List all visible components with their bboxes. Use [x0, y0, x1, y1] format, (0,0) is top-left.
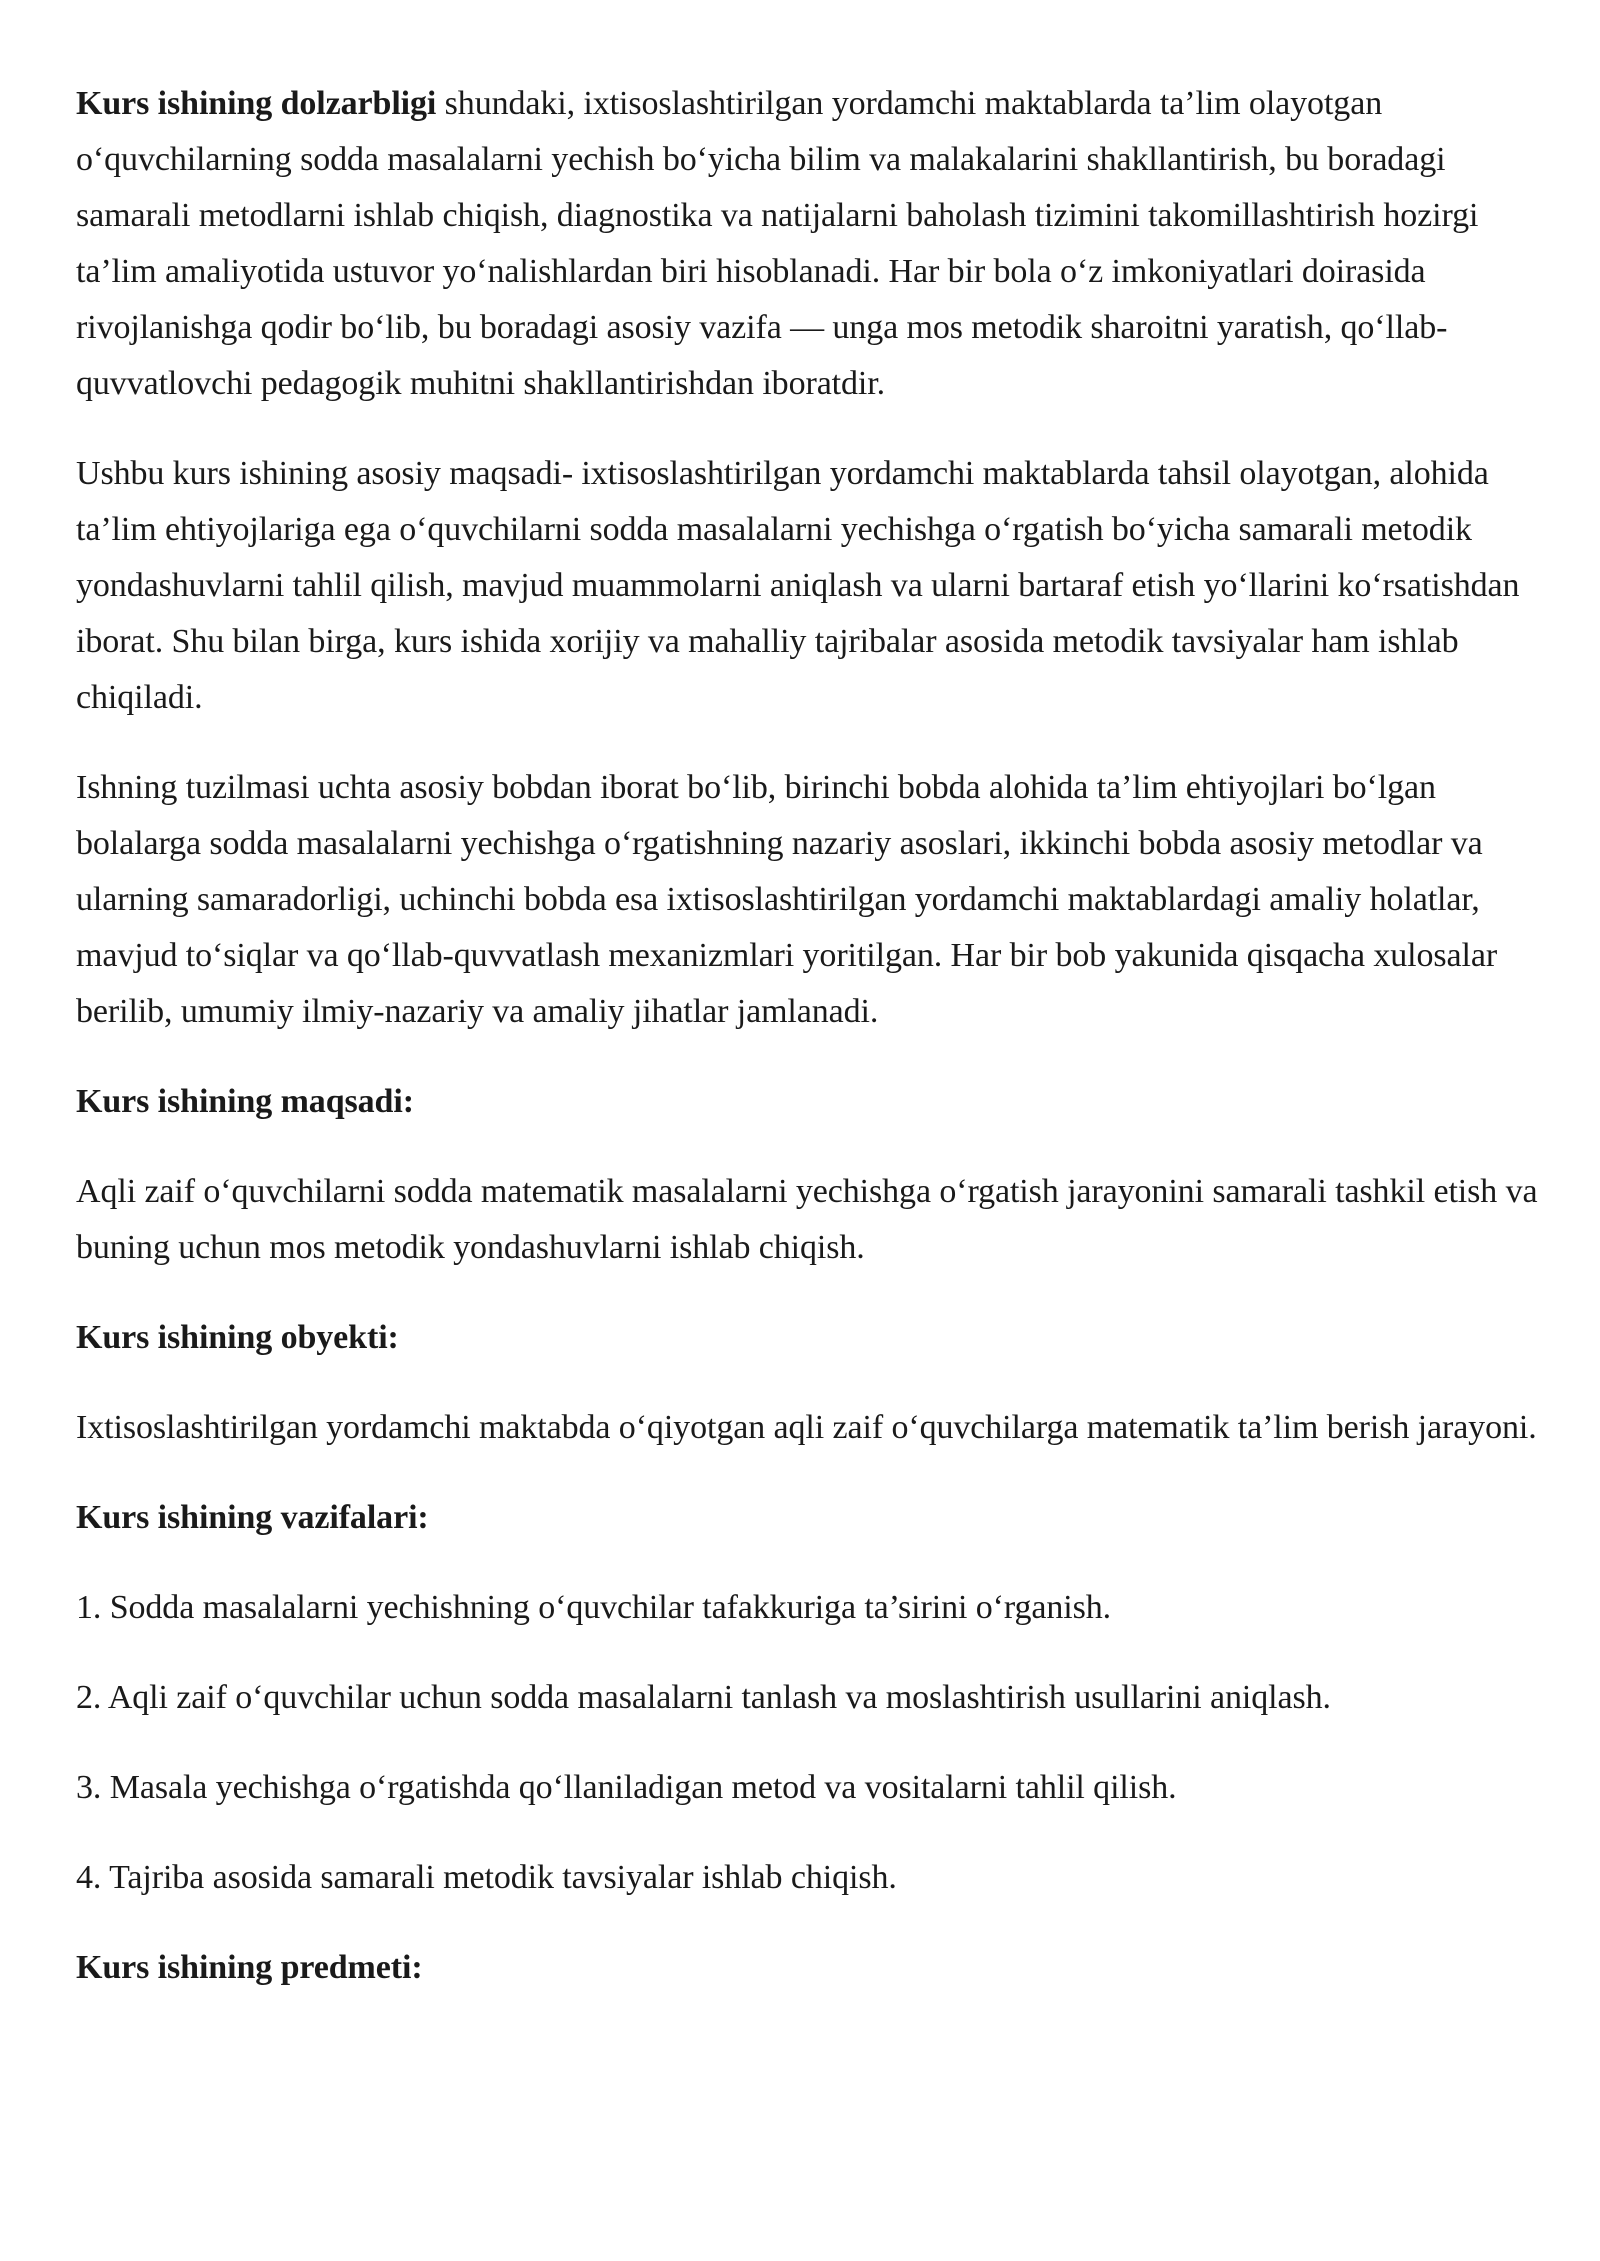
- goal-text: Aqli zaif o‘quvchilarni sodda matematik masalalarni yechishga o‘rgatish jarayonini samarali tashkil etish va buning uchun mos metodik yondashuvlarni ishlab chiqish.: [76, 1173, 1538, 1266]
- intro-paragraph: [76, 76, 1546, 412]
- structure-paragraph: Ishning tuzilmasi uchta asosiy bobdan iborat bo‘lib, birinchi bobda alohida ta’lim ehtiyojlari bo‘lgan bolalarga sodda masalalarni yechishga o‘rgatishning nazariy asoslari, ikkinchi bobda asosiy metodlar va ularning samaradorligi, uchinchi bobda esa ixtisoslashtirilgan yordamchi maktablardagi amaliy holatlar, mavjud to‘siqlar va qo‘llab-quvvatlash mexanizmlari yoritilgan. Har bir bob yakunida qisqacha xulosalar berilib, umumiy ilmiy-nazariy va amaliy jihatlar jamlanadi.: [76, 769, 1498, 1030]
- task-item-1: 1. Sodda masalalarni yechishning o‘quvchilar tafakkuriga ta’sirini o‘rganish.: [76, 1589, 1112, 1626]
- task-item-3: 3. Masala yechishga o‘rgatishda qo‘llaniladigan metod va vositalarni tahlil qilish.: [76, 1769, 1177, 1806]
- document-page: [76, 76, 1546, 2030]
- object-text: Ixtisoslashtirilgan yordamchi maktabda o‘qiyotgan aqli zaif o‘quvchilarga matematik ta’lim berish jarayoni.: [76, 1409, 1537, 1446]
- subject-heading: Kurs ishining predmeti:: [76, 1949, 423, 1986]
- intro-bold-lead: Kurs ishining dolzarbligi: [76, 85, 437, 122]
- intro-text: shundaki, ixtisoslashtirilgan yordamchi maktablarda ta’lim olayotgan o‘quvchilarning sodda masalalarni yechish bo‘yicha bilim va malakalarini shakllantirish, bu boradagi samarali metodlarni ishlab chiqish, diagnostika va natijalarni baholash tizimini takomillashtirish hozirgi ta’lim amaliyotida ustuvor yo‘nalishlardan biri hisoblanadi. Har bir bola o‘z imkoniyatlari doirasida rivojlanishga qodir bo‘lib, bu boradagi asosiy vazifa — unga mos metodik sharoitni yaratish, qo‘llab-quvvatlovchi pedagogik muhitni shakllantirishdan iboratdir.: [76, 85, 1479, 402]
- tasks-heading: Kurs ishining vazifalari:: [76, 1499, 429, 1536]
- main-goal-paragraph: Ushbu kurs ishining asosiy maqsadi- ixtisoslashtirilgan yordamchi maktablarda tahsil olayotgan, alohida ta’lim ehtiyojlariga ega o‘quvchilarni sodda masalalarni yechishga o‘rgatish bo‘yicha samarali metodik yondashuvlarni tahlil qilish, mavjud muammolarni aniqlash va ularni bartaraf etish yo‘llarini ko‘rsatishdan iborat. Shu bilan birga, kurs ishida xorijiy va mahalliy tajribalar asosida metodik tavsiyalar ham ishlab chiqiladi.: [76, 455, 1520, 716]
- object-heading: Kurs ishining obyekti:: [76, 1319, 399, 1356]
- task-item-4: 4. Tajriba asosida samarali metodik tavsiyalar ishlab chiqish.: [76, 1859, 897, 1896]
- goal-heading: Kurs ishining maqsadi:: [76, 1083, 414, 1120]
- task-item-2: 2. Aqli zaif o‘quvchilar uchun sodda masalalarni tanlash va moslashtirish usullarini aniqlash.: [76, 1679, 1331, 1716]
